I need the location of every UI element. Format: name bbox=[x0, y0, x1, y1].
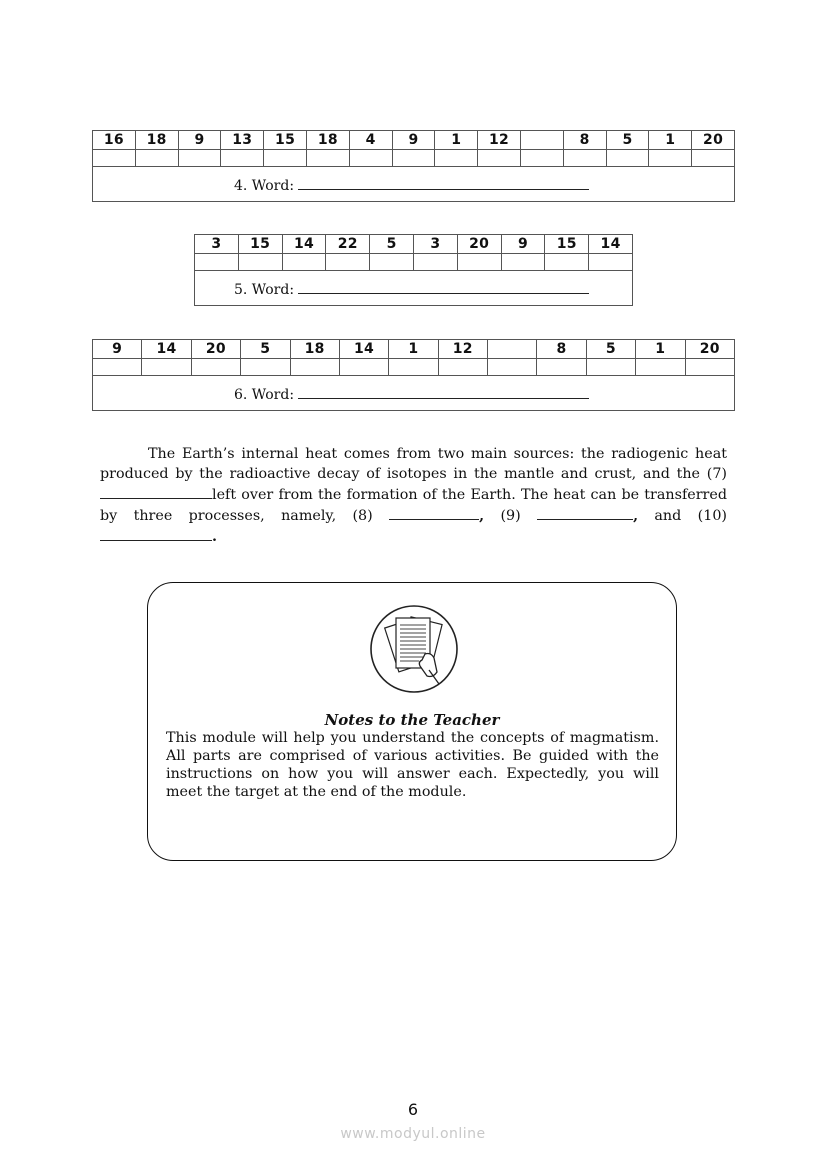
letter-cell[interactable] bbox=[93, 359, 142, 376]
label-9: (9) bbox=[500, 508, 521, 524]
number-cell: 16 bbox=[93, 131, 136, 150]
number-cell: 8 bbox=[563, 131, 606, 150]
number-cell: 13 bbox=[221, 131, 264, 150]
letter-cell[interactable] bbox=[685, 359, 735, 376]
letter-cell[interactable] bbox=[636, 359, 685, 376]
number-cell: 14 bbox=[589, 235, 633, 254]
word-row bbox=[195, 271, 633, 306]
blank-9[interactable] bbox=[537, 505, 633, 520]
number-cell: 5 bbox=[606, 131, 649, 150]
number-cell: 20 bbox=[191, 340, 240, 359]
word-row bbox=[93, 167, 735, 202]
notes-to-teacher-box bbox=[147, 582, 677, 861]
letter-cell[interactable] bbox=[586, 359, 635, 376]
letter-cell[interactable] bbox=[264, 150, 307, 167]
number-cell: 4 bbox=[349, 131, 392, 150]
blank-7[interactable] bbox=[100, 484, 212, 499]
number-cell: 9 bbox=[392, 131, 435, 150]
number-cell: 20 bbox=[685, 340, 735, 359]
number-cell: 9 bbox=[178, 131, 221, 150]
letter-cell[interactable] bbox=[545, 254, 589, 271]
number-cell: 20 bbox=[457, 235, 501, 254]
number-cell: 5 bbox=[241, 340, 290, 359]
comma: , bbox=[633, 508, 639, 524]
number-cell: 3 bbox=[195, 235, 239, 254]
number-cell: 18 bbox=[306, 131, 349, 150]
letter-cell[interactable] bbox=[135, 150, 178, 167]
number-cell: 14 bbox=[282, 235, 326, 254]
number-cell bbox=[520, 131, 563, 150]
letter-cell[interactable] bbox=[438, 359, 487, 376]
letter-cell[interactable] bbox=[606, 150, 649, 167]
letter-cell[interactable] bbox=[649, 150, 692, 167]
letter-cell[interactable] bbox=[306, 150, 349, 167]
number-row bbox=[93, 131, 735, 150]
letter-cell[interactable] bbox=[457, 254, 501, 271]
page-number: 6 bbox=[407, 1100, 419, 1119]
number-cell: 3 bbox=[413, 235, 457, 254]
letter-cell[interactable] bbox=[142, 359, 191, 376]
letter-cell[interactable] bbox=[501, 254, 545, 271]
letter-cell[interactable] bbox=[339, 359, 388, 376]
word-label: 4. Word: bbox=[234, 177, 295, 194]
notes-body: This module will help you understand the concepts of magmatism. All parts are comprised of various activities. Be guided with the instructions on how you will answer each. Expectedly, you will meet the target at the end of the module. bbox=[166, 730, 659, 800]
blank-8[interactable] bbox=[389, 505, 479, 520]
letter-cell[interactable] bbox=[692, 150, 735, 167]
cipher-table-4 bbox=[92, 130, 735, 202]
letter-cell[interactable] bbox=[389, 359, 438, 376]
paragraph-text-2: left over from the formation of the Earth. The heat can be transferred by three processes, namely, (8) bbox=[100, 487, 727, 524]
number-cell: 12 bbox=[438, 340, 487, 359]
number-cell: 18 bbox=[290, 340, 339, 359]
number-cell: 1 bbox=[649, 131, 692, 150]
number-cell: 14 bbox=[339, 340, 388, 359]
cipher-table-5 bbox=[194, 234, 633, 306]
letter-cell[interactable] bbox=[238, 254, 282, 271]
word-answer-line[interactable] bbox=[298, 175, 589, 190]
letter-cell[interactable] bbox=[349, 150, 392, 167]
letter-row bbox=[93, 150, 735, 167]
comma: , bbox=[479, 508, 485, 524]
letter-cell[interactable] bbox=[221, 150, 264, 167]
paragraph-text-1: The Earth’s internal heat comes from two main sources: the radiogenic heat produced by the radioactive decay of isotopes in the mantle and crust, and the (7) bbox=[100, 446, 727, 482]
number-cell: 5 bbox=[370, 235, 414, 254]
word-row bbox=[93, 376, 735, 411]
word-label: 5. Word: bbox=[234, 281, 295, 298]
letter-cell[interactable] bbox=[195, 254, 239, 271]
letter-row bbox=[93, 359, 735, 376]
number-row bbox=[93, 340, 735, 359]
letter-cell[interactable] bbox=[178, 150, 221, 167]
cipher-table-6 bbox=[92, 339, 735, 411]
letter-cell[interactable] bbox=[520, 150, 563, 167]
number-cell: 8 bbox=[537, 340, 586, 359]
number-cell: 9 bbox=[93, 340, 142, 359]
letter-cell[interactable] bbox=[93, 150, 136, 167]
letter-cell[interactable] bbox=[563, 150, 606, 167]
number-cell: 15 bbox=[545, 235, 589, 254]
letter-cell[interactable] bbox=[537, 359, 586, 376]
number-cell: 20 bbox=[692, 131, 735, 150]
number-cell: 1 bbox=[636, 340, 685, 359]
number-cell: 22 bbox=[326, 235, 370, 254]
period: . bbox=[212, 529, 217, 545]
letter-cell[interactable] bbox=[326, 254, 370, 271]
watermark: www.modyul.online bbox=[340, 1126, 486, 1142]
number-cell: 18 bbox=[135, 131, 178, 150]
notes-title: Notes to the Teacher bbox=[324, 711, 500, 729]
heat-paragraph bbox=[100, 444, 727, 547]
letter-cell[interactable] bbox=[488, 359, 537, 376]
word-answer-line[interactable] bbox=[298, 384, 589, 399]
paragraph-and-10: and (10) bbox=[654, 508, 727, 524]
letter-cell[interactable] bbox=[589, 254, 633, 271]
number-cell: 5 bbox=[586, 340, 635, 359]
number-cell: 1 bbox=[435, 131, 478, 150]
letter-cell[interactable] bbox=[290, 359, 339, 376]
letter-cell[interactable] bbox=[241, 359, 290, 376]
number-row bbox=[195, 235, 633, 254]
word-label: 6. Word: bbox=[234, 386, 295, 403]
letter-cell[interactable] bbox=[435, 150, 478, 167]
number-cell: 15 bbox=[238, 235, 282, 254]
letter-cell[interactable] bbox=[370, 254, 414, 271]
word-answer-line[interactable] bbox=[298, 279, 589, 294]
blank-10[interactable] bbox=[100, 526, 212, 541]
number-cell: 9 bbox=[501, 235, 545, 254]
letter-row bbox=[195, 254, 633, 271]
papers-in-hand-icon bbox=[369, 604, 459, 694]
number-cell: 1 bbox=[389, 340, 438, 359]
letter-cell[interactable] bbox=[191, 359, 240, 376]
letter-cell[interactable] bbox=[478, 150, 521, 167]
number-cell: 14 bbox=[142, 340, 191, 359]
letter-cell[interactable] bbox=[282, 254, 326, 271]
number-cell: 15 bbox=[264, 131, 307, 150]
letter-cell[interactable] bbox=[413, 254, 457, 271]
letter-cell[interactable] bbox=[392, 150, 435, 167]
number-cell bbox=[488, 340, 537, 359]
number-cell: 12 bbox=[478, 131, 521, 150]
